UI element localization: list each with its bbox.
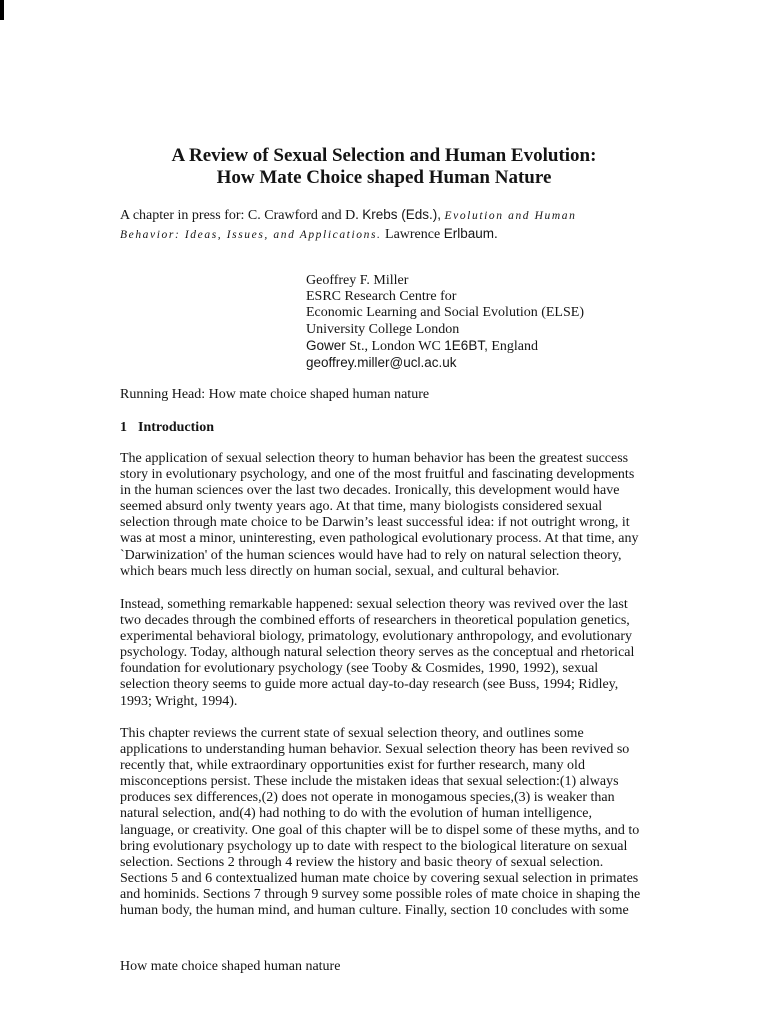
- paper-title-line-2: How Mate Choice shaped Human Nature: [216, 167, 552, 188]
- chapter-editors: Krebs (Eds.),: [362, 207, 441, 222]
- paragraph-line: language, or creativity. One goal of this chapter will be to dispel some of these myths, and to: [120, 822, 640, 838]
- paragraph-line: was at most a minor, uninteresting, even pathological evolutionary process. At that time, any: [120, 531, 639, 547]
- author-block: [306, 273, 584, 371]
- paragraph-line: selection through mate choice to be Darwin’s least successful idea: if not outright wrong, it: [120, 515, 630, 531]
- paragraph-line: The application of sexual selection theory to human behavior has been the greatest success: [120, 451, 629, 466]
- paper-title-line-1: A Review of Sexual Selection and Human Evolution:: [171, 145, 597, 166]
- paragraph-line: natural selection, and(4) had nothing to do with the evolution of human intelligence,: [120, 806, 592, 822]
- scan-edge-mark: [0, 0, 4, 20]
- paragraph-line: selection theory seems to guide more actual day-to-day research (see Buss, 1994; Ridley,: [120, 677, 619, 693]
- chapter-prefix: A chapter in press for: C. Crawford and D.: [120, 208, 363, 223]
- paragraph-line: experimental behavioral biology, primatology, evolutionary anthropology, and evolutionary: [120, 629, 633, 645]
- author-email: geoffrey.miller@ucl.ac.uk: [306, 355, 457, 371]
- address-street: Gower: [306, 337, 346, 353]
- paragraph-line: selection. Sections 2 through 4 review the history and basic theory of sexual selection.: [120, 854, 604, 870]
- section-title: Introduction: [138, 420, 214, 435]
- paragraph-line: story in evolutionary psychology, and one of the most fruitful and fascinating developments: [120, 467, 635, 483]
- paragraph-line: in the human sciences over the last two decades. Ironically, this development would have: [120, 483, 620, 499]
- running-head: Running Head: How mate choice shaped human nature: [120, 387, 430, 402]
- paragraph-line: psychology. Today, although natural selection theory serves as the conceptual and rhetorical: [120, 645, 635, 661]
- paragraph-2: [120, 597, 660, 710]
- book-title-part-2: Behavior: Ideas, Issues, and Applications.: [120, 229, 382, 241]
- chapter-info-line-2: [120, 225, 498, 244]
- paragraph-line: produces sex differences,(2) does not operate in monogamous species,(3) is weaker than: [120, 790, 615, 806]
- paragraph-line: This chapter reviews the current state of sexual selection theory, and outlines some: [120, 726, 584, 741]
- author-address: [306, 338, 584, 355]
- paragraph-line: two decades through the combined efforts of researchers in theoretical population genetics,: [120, 613, 630, 629]
- paragraph-3: [120, 726, 660, 919]
- paragraph-line: and hominids. Sections 7 through 9 survey some possible roles of mate choice in shaping the: [120, 886, 641, 902]
- address-postcode: 1E6BT,: [444, 337, 488, 353]
- author-affiliation-2: Economic Learning and Social Evolution (ELSE): [306, 305, 584, 321]
- paragraph-line: which bears much less directly on human social, sexual, and cultural behavior.: [120, 563, 560, 579]
- address-country: England: [487, 338, 538, 354]
- paragraph-line: Instead, something remarkable happened: sexual selection theory was revived over the last: [120, 597, 628, 612]
- paragraph-line: human body, the human mind, and human culture. Finally, section 10 concludes with some: [120, 903, 629, 919]
- paragraph-line: 1993; Wright, 1994).: [120, 693, 238, 709]
- chapter-info-line-1: [120, 206, 576, 225]
- book-title-part-1: Evolution and Human: [444, 210, 577, 222]
- paragraph-line: Sections 5 and 6 contextualized human mate choice by covering sexual selection in primates: [120, 870, 639, 886]
- author-affiliation-3: University College London: [306, 321, 460, 337]
- paragraph-1: [120, 451, 660, 580]
- paragraph-line: `Darwinization' of the human sciences would have had to rely on natural selection theory,: [120, 547, 622, 563]
- address-city: St., London WC: [345, 338, 445, 354]
- paragraph-line: foundation for evolutionary psychology (see Tooby & Cosmides, 1990, 1992), sexual: [120, 661, 599, 677]
- section-number: 1: [120, 420, 127, 435]
- publisher-part-2: Erlbaum.: [443, 226, 498, 241]
- author-name: Geoffrey F. Miller: [306, 273, 409, 288]
- paragraph-line: recently that, while extraordinary opportunities exist for further research, many old: [120, 758, 585, 774]
- paragraph-line: bring evolutionary psychology up to date with respect to the biological literature on sexual: [120, 838, 628, 854]
- paragraph-line: applications to understanding human behavior. Sexual selection theory has been revived so: [120, 742, 630, 758]
- section-heading: [120, 419, 214, 437]
- paragraph-line: misconceptions persist. These include the mistaken ideas that sexual selection:(1) always: [120, 774, 619, 790]
- author-affiliation-1: ESRC Research Centre for: [306, 289, 457, 305]
- publisher-part-1: Lawrence: [385, 227, 444, 242]
- paragraph-line: seemed absurd only twenty years ago. At that time, many biologists considered sexual: [120, 499, 603, 515]
- page-footer: How mate choice shaped human nature: [120, 959, 341, 974]
